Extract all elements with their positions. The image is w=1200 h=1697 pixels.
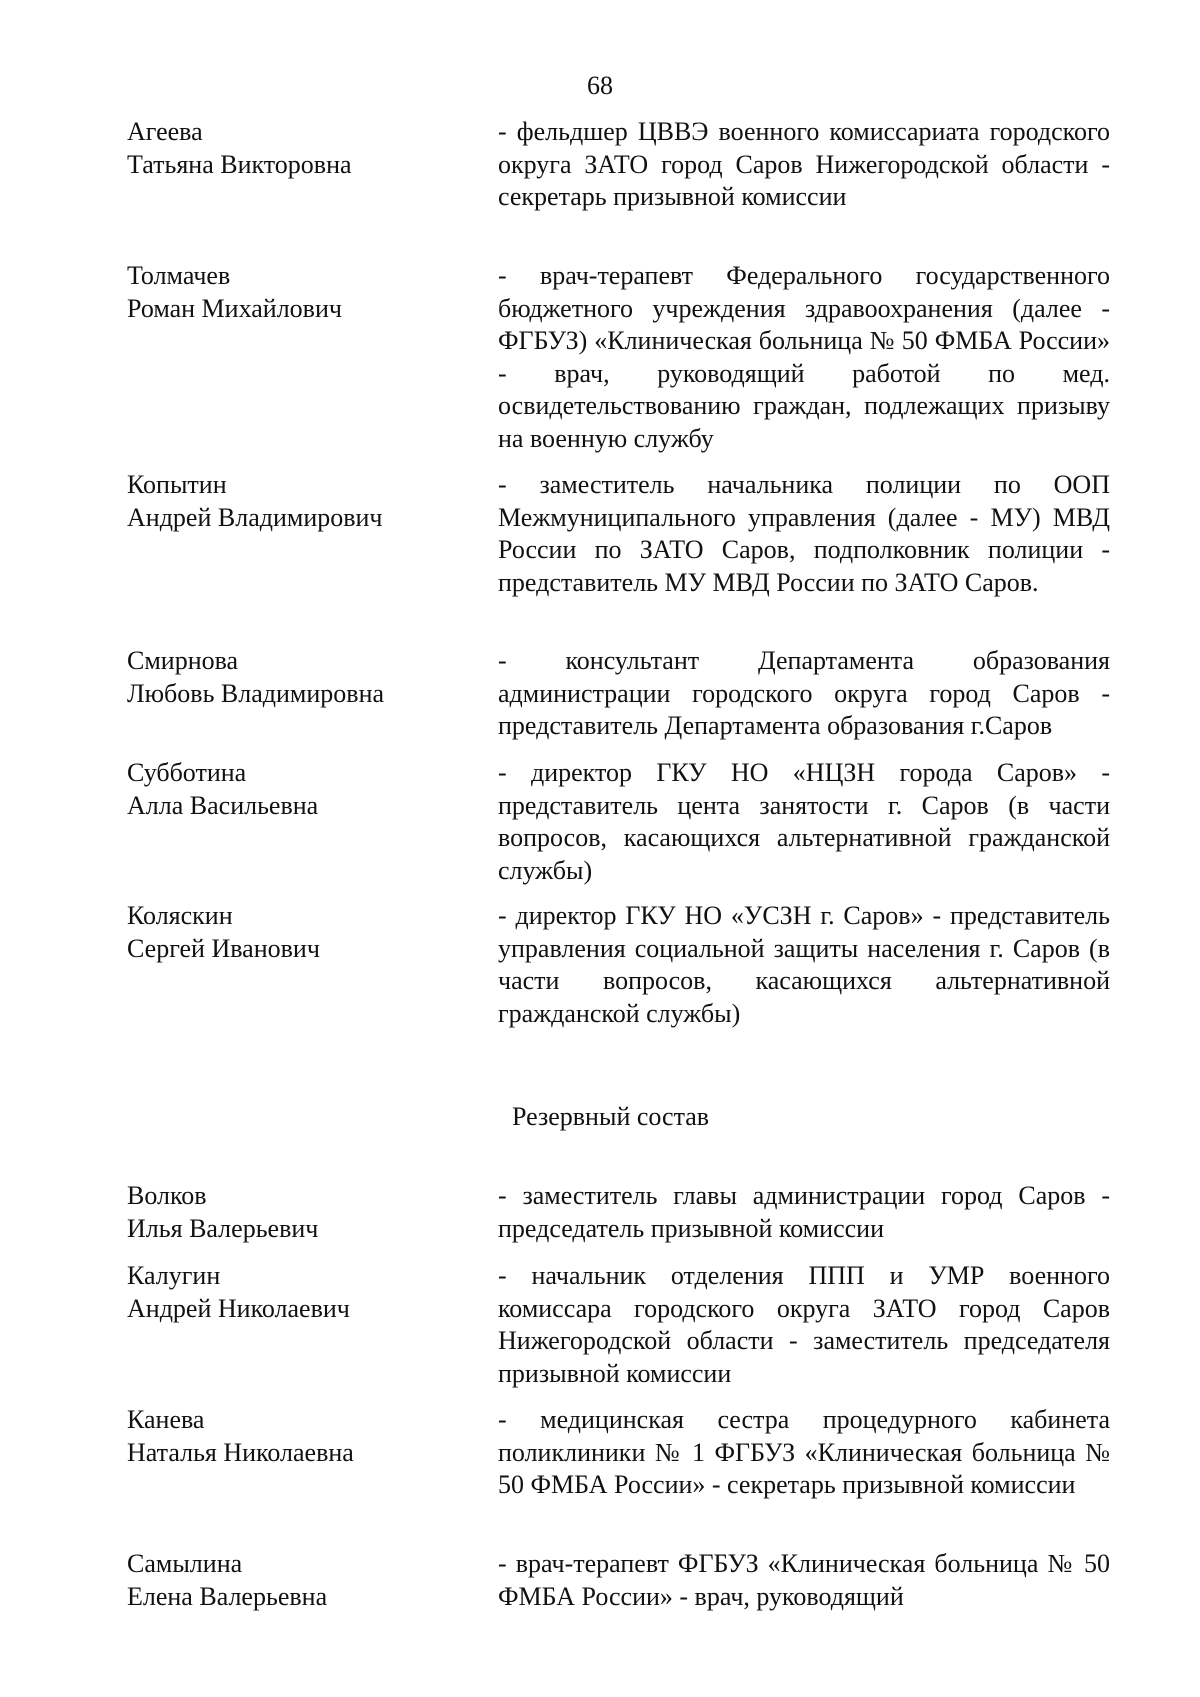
member-description: - начальник отделения ППП и УМР военного комиссара городского округа ЗАТО город Саров Нижегородской области - заместитель председателя призывной комиссии — [498, 1261, 1110, 1388]
member-description: - медицинская сестра процедурного кабинета поликлиники № 1 ФГБУЗ «Клиническая больница № 50 ФМБА России» - секретарь призывной комиссии — [498, 1405, 1110, 1499]
member-surname: Коляскин — [127, 901, 233, 930]
member-name — [127, 900, 467, 965]
member-given-names: Илья Валерьевич — [127, 1213, 319, 1243]
member-surname: Смирнова — [127, 646, 239, 675]
member-name — [127, 260, 467, 325]
member-surname: Калугин — [127, 1261, 221, 1290]
member-description: - врач-терапевт ФГБУЗ «Клиническая больница № 50 ФМБА России» - врач, руководящий — [498, 1549, 1110, 1611]
member-name — [127, 1548, 467, 1613]
member-description: - фельдшер ЦВВЭ военного комиссариата городского округа ЗАТО город Саров Нижегородской области - секретарь призывной комиссии — [498, 117, 1110, 211]
member-given-names: Любовь Владимировна — [127, 678, 385, 708]
member-description: - консультант Департамента образования администрации городского округа город Саров - представитель Департамента образования г.Саров — [498, 646, 1110, 740]
member-surname: Субботина — [127, 758, 247, 787]
member-name — [127, 1260, 467, 1325]
reserve-section-heading: Резервный состав — [512, 1102, 710, 1131]
member-description: - директор ГКУ НО «УСЗН г. Саров» - представитель управления социальной защиты населения г. Саров (в части вопросов, касающихся альтернативной гражданской службы) — [498, 901, 1110, 1028]
member-description: - директор ГКУ НО «НЦЗН города Саров» - представитель цента занятости г. Саров (в части вопросов, касающихся альтернативной гражданской службы) — [498, 758, 1110, 885]
member-given-names: Наталья Николаевна — [127, 1437, 354, 1467]
member-given-names: Андрей Владимирович — [127, 502, 383, 532]
member-surname: Канева — [127, 1405, 205, 1434]
member-surname: Волков — [127, 1181, 207, 1210]
member-name — [127, 757, 467, 822]
page-number: 68 — [587, 71, 613, 100]
member-given-names: Татьяна Викторовна — [127, 149, 352, 179]
member-description: - заместитель главы администрации город Саров - председатель призывной комиссии — [498, 1181, 1110, 1243]
member-given-names: Андрей Николаевич — [127, 1293, 350, 1323]
member-surname: Копытин — [127, 470, 227, 499]
member-name — [127, 116, 467, 181]
member-name — [127, 645, 467, 710]
member-description: - заместитель начальника полиции по ООП Межмуниципального управления (далее - МУ) МВД России по ЗАТО Саров, подполковник полиции - представитель МУ МВД России по ЗАТО Саров. — [498, 470, 1110, 597]
member-given-names: Сергей Иванович — [127, 933, 320, 963]
member-given-names: Елена Валерьевна — [127, 1581, 328, 1611]
member-surname: Агеева — [127, 117, 203, 146]
member-given-names: Алла Васильевна — [127, 790, 319, 820]
member-surname: Самылина — [127, 1549, 243, 1578]
member-name — [127, 1404, 467, 1469]
member-name — [127, 1180, 467, 1245]
member-surname: Толмачев — [127, 261, 231, 290]
member-given-names: Роман Михайлович — [127, 293, 342, 323]
member-description: - врач-терапевт Федерального государственного бюджетного учреждения здравоохранения (далее - ФГБУЗ) «Клиническая больница № 50 ФМБА России» - врач, руководящий работой по мед. освидетельствованию граждан, подлежащих призыву на военную службу — [498, 261, 1110, 453]
member-name — [127, 469, 467, 534]
